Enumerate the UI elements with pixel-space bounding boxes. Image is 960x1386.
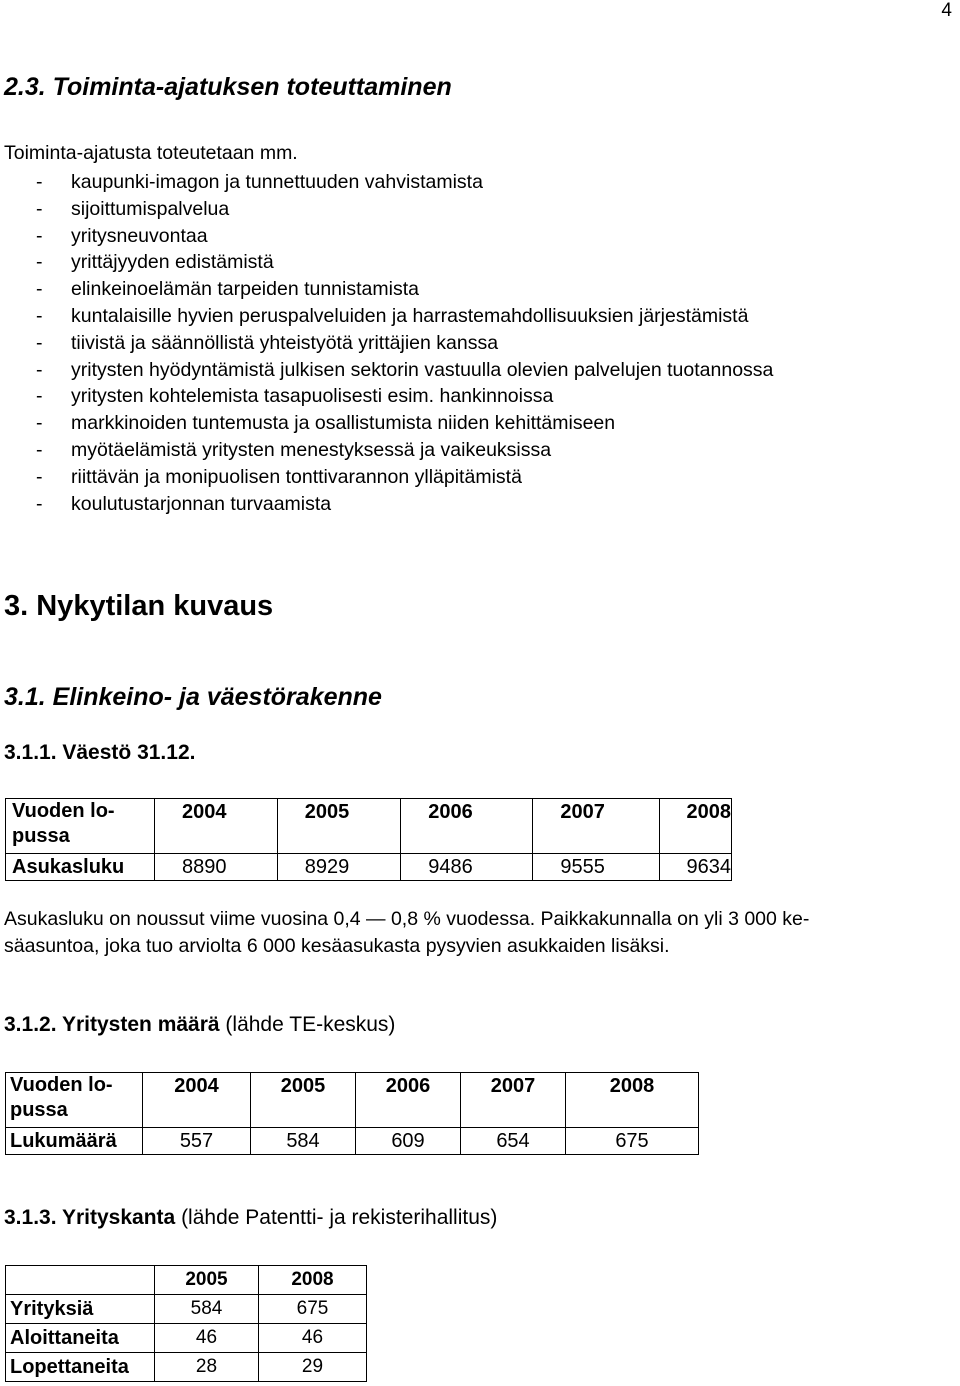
- company-stock-table: [5, 1265, 367, 1382]
- heading-bold: 3.1.3. Yrityskanta: [4, 1206, 176, 1229]
- value-cell: 9634: [659, 854, 732, 881]
- companies-table: [5, 1072, 699, 1155]
- page-number: 4: [941, 0, 952, 21]
- value-cell: 584: [155, 1295, 259, 1324]
- row-label: Lukumäärä: [6, 1128, 143, 1155]
- heading-source: (lähde Patentti- ja rekisterihallitus): [175, 1206, 498, 1229]
- list-dash: -: [36, 304, 43, 327]
- list-item-text: yritysten kohtelemista tasapuolisesti esim. hankinnoissa: [71, 385, 554, 408]
- list-item-text: elinkeinoelämän tarpeiden tunnistamista: [71, 278, 419, 301]
- year-cell: 2005: [277, 799, 401, 854]
- row-label: Asukasluku: [6, 854, 155, 881]
- value-cell: 584: [251, 1128, 356, 1155]
- row-label: Aloittaneita: [6, 1324, 155, 1353]
- list-dash: -: [36, 412, 43, 435]
- table-header-row: [6, 799, 732, 854]
- year-cell: 2004: [155, 799, 278, 854]
- population-table: [5, 798, 732, 881]
- table-row: [6, 1295, 367, 1324]
- year-cell: 2008: [659, 799, 732, 854]
- header-label-line2: pussa: [10, 1099, 68, 1121]
- section-3-1-heading: 3.1. Elinkeino- ja väestörakenne: [4, 683, 382, 711]
- section-2-3-heading: 2.3. Toiminta-ajatuksen toteuttaminen: [4, 73, 452, 101]
- table-header-label: [6, 1073, 143, 1128]
- value-cell: 29: [259, 1353, 367, 1382]
- header-label-line1: Vuoden lo-: [10, 1074, 113, 1096]
- list-item-text: tiivistä ja säännöllistä yhteistyötä yrittäjien kanssa: [71, 331, 499, 354]
- year-cell: 2008: [259, 1266, 367, 1295]
- value-cell: 609: [356, 1128, 461, 1155]
- table-row: [6, 1324, 367, 1353]
- population-paragraph-line2: säasuntoa, joka tuo arviolta 6 000 kesäasukasta pysyvien asukkaiden lisäksi.: [4, 935, 670, 957]
- list-item-text: riittävän ja monipuolisen tonttivarannon ylläpitämistä: [71, 465, 522, 488]
- table-row: [6, 1128, 699, 1155]
- section-3-1-2-heading: [4, 1013, 395, 1037]
- year-cell: 2008: [566, 1073, 699, 1128]
- list-item-text: sijoittumispalvelua: [71, 197, 230, 220]
- row-label: Yrityksiä: [6, 1295, 155, 1324]
- list-dash: -: [36, 492, 43, 515]
- list-dash: -: [36, 385, 43, 408]
- row-label: Lopettaneita: [6, 1353, 155, 1382]
- list-item-text: yritysneuvontaa: [71, 224, 208, 247]
- value-cell: 46: [259, 1324, 367, 1353]
- year-cell: 2007: [461, 1073, 566, 1128]
- value-cell: 28: [155, 1353, 259, 1382]
- section-3-heading: 3. Nykytilan kuvaus: [4, 590, 274, 622]
- list-dash: -: [36, 171, 43, 193]
- list-dash: -: [36, 331, 43, 354]
- value-cell: 8890: [155, 854, 278, 881]
- heading-source: (lähde TE-keskus): [219, 1013, 396, 1036]
- list-item-text: kuntalaisille hyvien peruspalveluiden ja harrastemahdollisuuksien järjestämistä: [71, 304, 749, 327]
- header-label-line2: pussa: [12, 825, 70, 847]
- list-item-text: myötäelämistä yritysten menestyksessä ja vaikeuksissa: [71, 438, 552, 461]
- table-row: [6, 1353, 367, 1382]
- year-cell: 2005: [251, 1073, 356, 1128]
- table-header-row: [6, 1266, 367, 1295]
- list-dash: -: [36, 224, 43, 247]
- value-cell: 9486: [401, 854, 533, 881]
- list-item-text: yrittäjyyden edistämistä: [71, 251, 274, 274]
- list-item-text: koulutustarjonnan turvaamista: [71, 492, 332, 515]
- list-dash: -: [36, 465, 43, 488]
- value-cell: 675: [566, 1128, 699, 1155]
- value-cell: 654: [461, 1128, 566, 1155]
- list-dash: -: [36, 438, 43, 461]
- section-3-1-3-heading: [4, 1206, 497, 1230]
- table-header-label: [6, 799, 155, 854]
- list-item-text: yritysten hyödyntämistä julkisen sektorin vastuulla olevien palvelujen tuotannossa: [71, 358, 774, 381]
- list-dash: -: [36, 197, 43, 220]
- population-paragraph-line1: Asukasluku on noussut viime vuosina 0,4 — 0,8 % vuodessa. Paikkakunnalla on yli 3 000 ke-: [4, 908, 810, 930]
- value-cell: 46: [155, 1324, 259, 1353]
- heading-bold: 3.1.2. Yritysten määrä: [4, 1013, 220, 1036]
- section-3-1-1-heading: 3.1.1. Väestö 31.12.: [4, 741, 196, 764]
- list-dash: -: [36, 251, 43, 274]
- header-label-line1: Vuoden lo-: [12, 800, 115, 822]
- table-header-row: [6, 1073, 699, 1128]
- value-cell: 8929: [277, 854, 401, 881]
- year-cell: 2006: [356, 1073, 461, 1128]
- value-cell: 557: [143, 1128, 251, 1155]
- empty-header-cell: [6, 1266, 155, 1295]
- table-row: [6, 854, 732, 881]
- value-cell: 9555: [533, 854, 659, 881]
- value-cell: 675: [259, 1295, 367, 1324]
- year-cell: 2005: [155, 1266, 259, 1295]
- list-dash: -: [36, 278, 43, 301]
- section-2-3-intro: Toiminta-ajatusta toteutetaan mm.: [4, 142, 298, 164]
- list-item-text: markkinoiden tuntemusta ja osallistumista niiden kehittämiseen: [71, 412, 616, 435]
- year-cell: 2004: [143, 1073, 251, 1128]
- year-cell: 2007: [533, 799, 659, 854]
- list-item-text: kaupunki-imagon ja tunnettuuden vahvistamista: [71, 171, 483, 193]
- list-dash: -: [36, 358, 43, 381]
- year-cell: 2006: [401, 799, 533, 854]
